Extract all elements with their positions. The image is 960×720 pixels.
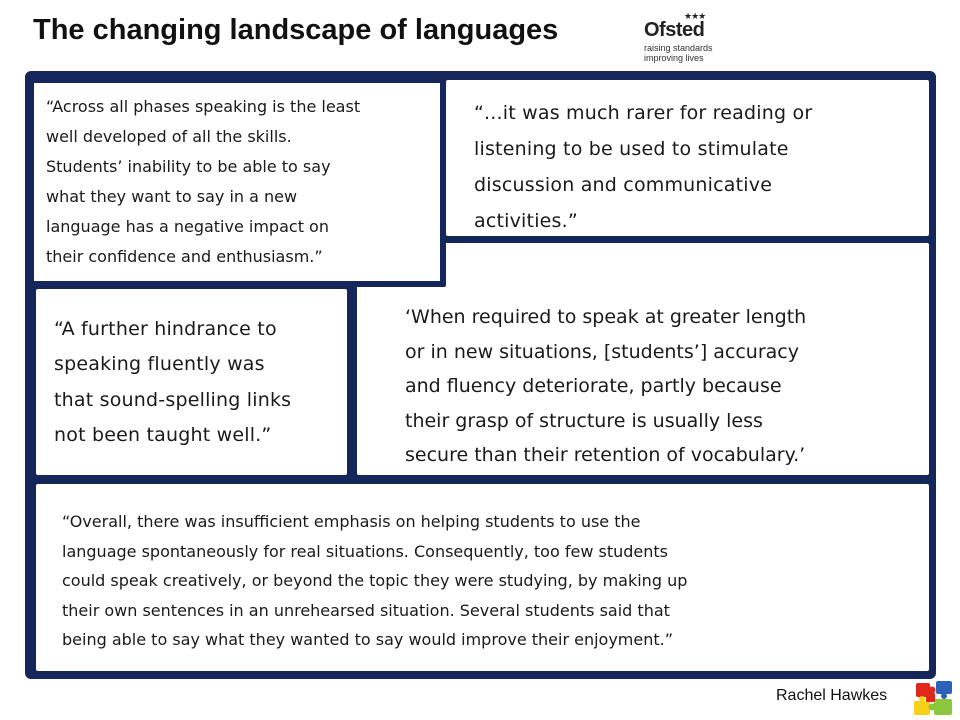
logo-wordmark: Ofsted [644,19,705,41]
quote-line: well developed of all the skills. [46,127,292,146]
quote-line: or in new situations, [students’] accuracy [405,341,799,363]
quote-line: that sound-spelling links [54,389,292,411]
quote-line: not been taught well.” [54,424,272,446]
quote-line: what they want to say in a new [46,187,298,206]
quote-line: language spontaneously for real situations. Consequently, too few students [62,542,668,561]
quote-line: their grasp of structure is usually less [405,410,763,432]
ofsted-logo [640,12,736,68]
quote-line: could speak creatively, or beyond the topic they were studying, by making up [62,571,688,590]
quote-line: “...it was much rarer for reading or [474,102,813,124]
logo-tagline-line1: raising standards [644,43,713,53]
quote-line: language has a negative impact on [46,217,329,236]
quote-line: secure than their retention of vocabulary.’ [405,444,806,466]
quote-line: Students’ inability to be able to say [46,157,331,176]
author-name: Rachel Hawkes [776,687,888,704]
quote-line: “A further hindrance to [54,318,277,340]
quote-line: ‘When required to speak at greater length [405,306,807,328]
slide-title: The changing landscape of languages [33,14,559,46]
puzzle-pieces-icon [910,679,958,719]
quote-panel-spontaneous-language [36,484,929,671]
logo-tagline-line2: improving lives [644,53,704,63]
quote-line: their own sentences in an unrehearsed situation. Several students said that [62,601,670,620]
quote-line: “Across all phases speaking is the least [46,97,361,116]
logo-stars-icon: ★★★ [684,12,706,22]
quote-panel-sound-spelling [36,289,347,475]
quote-line: and fluency deteriorate, partly because [405,375,782,397]
quote-line: listening to be used to stimulate [474,138,789,160]
quote-line: discussion and communicative [474,174,773,196]
quote-line: activities.” [474,210,578,232]
quote-line: being able to say what they wanted to say would improve their enjoyment.” [62,630,674,649]
quote-panel-reading-listening [446,80,929,236]
quote-line: speaking fluently was [54,353,265,375]
quote-panel-speaking-least-developed [28,77,446,287]
quote-line: “Overall, there was insufficient emphasis on helping students to use the [62,512,641,531]
quote-line: their confidence and enthusiasm.” [46,247,323,266]
